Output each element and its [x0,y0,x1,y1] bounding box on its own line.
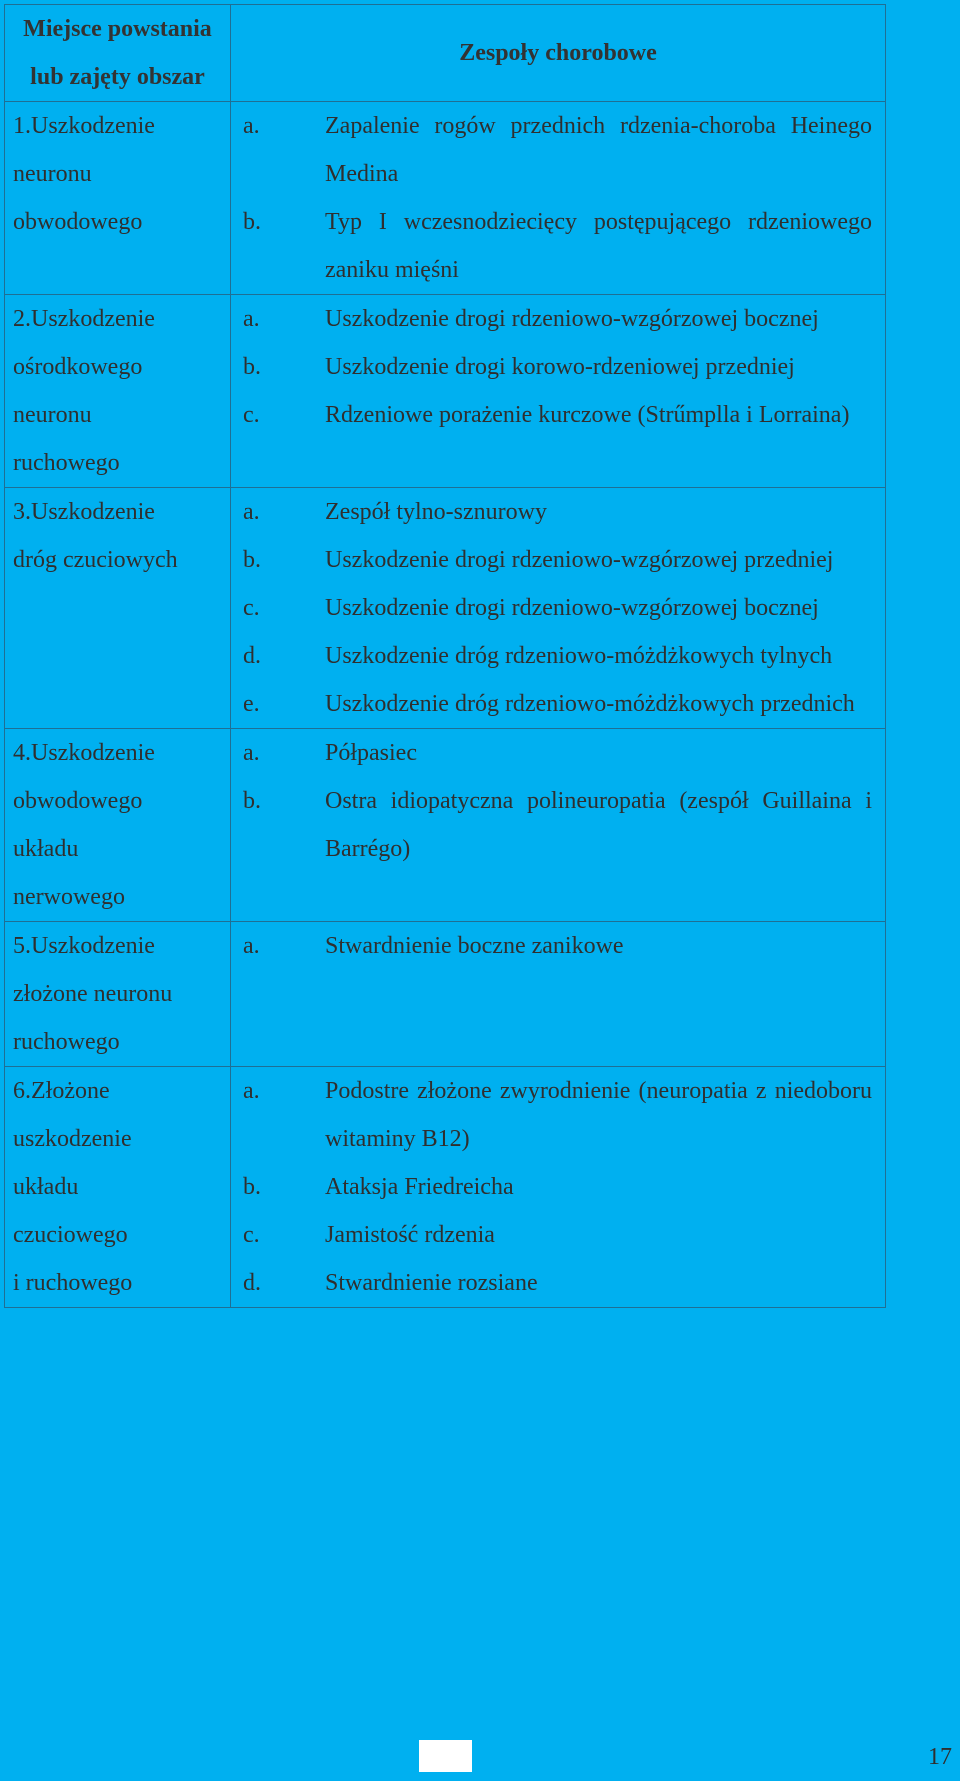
location-line: obwodowego [13,209,143,235]
syndrome-item [231,198,880,294]
syndrome-text: Rdzeniowe porażenie kurczowe (Strűmplla i Lorraina) [325,402,850,428]
table-row [5,729,886,922]
table-row [5,488,886,729]
syndrome-item [231,1163,880,1211]
syndrome-marker: a. [243,499,260,525]
syndrome-item [231,343,880,391]
location-line: 4.Uszkodzenie [13,740,155,766]
syndrome-marker: b. [243,209,261,235]
syndrome-item [231,536,880,584]
syndrome-item [231,584,880,632]
syndrome-text: Podostre złożone zwyrodnienie (neuropatia z niedoboru witaminy B12) [325,1078,872,1152]
syndrome-text: Uszkodzenie dróg rdzeniowo-móżdżkowych przednich [325,691,855,717]
table-row [5,102,886,295]
syndrome-text: Uszkodzenie dróg rdzeniowo-móżdżkowych tylnych [325,643,833,669]
location-line: nerwowego [13,884,125,910]
location-line: 2.Uszkodzenie [13,306,155,332]
syndromes-cell [231,1067,886,1308]
location-cell [5,488,231,729]
header-location-cell [5,5,231,102]
location-line: 5.Uszkodzenie [13,933,155,959]
disease-table [4,4,886,1308]
location-line: 1.Uszkodzenie [13,113,155,139]
syndrome-text: Ostra idiopatyczna polineuropatia (zespół Guillaina i Barrégo) [325,788,872,862]
syndrome-marker: c. [243,595,260,621]
location-line: ruchowego [13,1029,120,1055]
syndrome-text: Uszkodzenie drogi rdzeniowo-wzgórzowej przedniej [325,547,834,573]
header-syndromes-cell [231,5,886,102]
location-line: czuciowego [13,1222,128,1248]
syndrome-item [231,729,880,777]
syndrome-item [231,102,880,198]
table-header-row [5,5,886,102]
table-row [5,922,886,1067]
location-cell [5,729,231,922]
syndrome-item [231,1211,880,1259]
header-location-label: Miejsce powstania lub zajęty obszar [23,16,212,90]
location-line: układu [13,836,79,862]
location-line: 6.Złożone [13,1078,110,1104]
syndrome-item [231,1259,880,1307]
syndrome-item [231,391,880,439]
syndrome-text: Uszkodzenie drogi rdzeniowo-wzgórzowej bocznej [325,306,819,332]
location-cell [5,922,231,1067]
syndrome-marker: a. [243,306,260,332]
location-line: neuronu [13,161,92,187]
syndrome-marker: c. [243,402,260,428]
syndrome-text: Zespół tylno-sznurowy [325,499,547,525]
syndrome-item [231,777,880,873]
syndrome-text: Ataksja Friedreicha [325,1174,514,1200]
table-row [5,295,886,488]
syndrome-text: Uszkodzenie drogi rdzeniowo-wzgórzowej bocznej [325,595,819,621]
location-line: neuronu [13,402,92,428]
location-cell [5,102,231,295]
syndrome-item [231,295,880,343]
location-cell [5,295,231,488]
syndrome-marker: a. [243,113,260,139]
syndrome-text: Jamistość rdzenia [325,1222,495,1248]
syndrome-item [231,488,880,536]
location-line: uszkodzenie [13,1126,132,1152]
syndrome-marker: b. [243,547,261,573]
table-row [5,1067,886,1308]
syndrome-marker: c. [243,1222,260,1248]
syndromes-cell [231,922,886,1067]
location-cell [5,1067,231,1308]
location-line: ruchowego [13,450,120,476]
syndrome-text: Zapalenie rogów przednich rdzenia-choroba Heinego Medina [325,113,872,187]
syndromes-cell [231,295,886,488]
location-line: ośrodkowego [13,354,143,380]
syndrome-marker: a. [243,740,260,766]
syndrome-marker: d. [243,643,261,669]
location-line: obwodowego [13,788,143,814]
page-number: 17 [928,1744,952,1770]
syndrome-text: Stwardnienie boczne zanikowe [325,933,624,959]
syndrome-marker: a. [243,1078,260,1104]
syndrome-marker: e. [243,691,260,717]
syndrome-item [231,680,880,728]
syndrome-marker: d. [243,1270,261,1296]
footer-white-box [419,1740,472,1772]
syndrome-text: Stwardnienie rozsiane [325,1270,538,1296]
syndrome-text: Typ I wczesnodziecięcy postępującego rdzeniowego zaniku mięśni [325,209,872,283]
syndrome-text: Półpasiec [325,740,417,766]
syndrome-item [231,922,880,970]
location-line: dróg czuciowych [13,547,178,573]
syndromes-cell [231,729,886,922]
syndrome-marker: b. [243,788,261,814]
header-syndromes-label: Zespoły chorobowe [459,39,657,66]
syndrome-marker: a. [243,933,260,959]
location-line: i ruchowego [13,1270,133,1296]
syndrome-item [231,1067,880,1163]
syndrome-marker: b. [243,354,261,380]
location-line: układu [13,1174,79,1200]
location-line: 3.Uszkodzenie [13,499,155,525]
syndromes-cell [231,102,886,295]
syndrome-item [231,632,880,680]
syndrome-text: Uszkodzenie drogi korowo-rdzeniowej przedniej [325,354,795,380]
location-line: złożone neuronu [13,981,173,1007]
syndromes-cell [231,488,886,729]
syndrome-marker: b. [243,1174,261,1200]
